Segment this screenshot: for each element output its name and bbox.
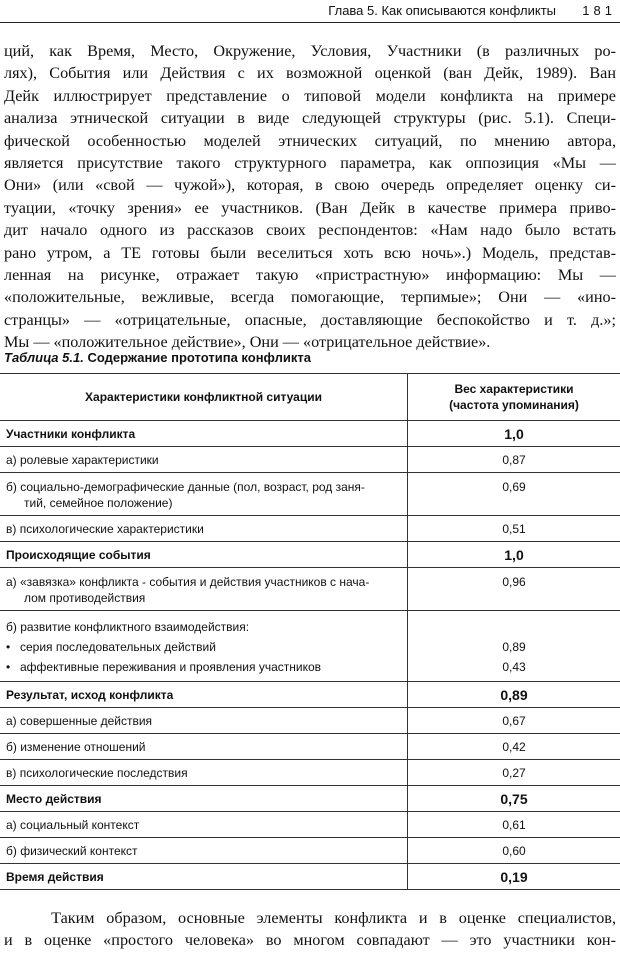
row-value: 0,60 <box>408 838 620 864</box>
text-line: лях), События или Действия с их возможной оценкой (ван Дейк, 1989). Ван <box>4 64 616 83</box>
text-line: рано утром, а ТЕ готовы были веселиться хоть всю ночь».) Модель, представ- <box>4 243 616 262</box>
row-label-line: а) «завязка» конфликта - события и действия участников с нача- <box>6 575 370 589</box>
chapter-title: Глава 5. Как описываются конфликты <box>328 3 556 18</box>
section-title: Происходящие события <box>0 542 408 568</box>
table-row <box>0 568 620 611</box>
row-label-line: тий, семейное положение) <box>24 496 173 510</box>
text-line: дит начало одного из рассказов своих респондентов: «Нам надо было встать <box>4 221 616 240</box>
text-line: странцы» — «отрицательные, опасные, доставляющие беспокойство и т. д.»; <box>4 310 616 329</box>
section-weight: 0,75 <box>408 786 620 812</box>
row-label <box>0 611 408 682</box>
table-header-row <box>0 374 620 421</box>
text-line: ций, как Время, Место, Окружение, Условия, Участники (в различных ро- <box>4 42 616 60</box>
table-section-row <box>0 864 620 890</box>
bullet-text: серия последовательных действий <box>20 640 216 654</box>
section-weight: 0,19 <box>408 864 620 890</box>
column-header-weight-line1: Вес характеристики <box>454 382 574 396</box>
row-value: 0,89 <box>502 640 526 654</box>
bullet-item <box>6 657 401 677</box>
conflict-prototype-table <box>0 373 620 890</box>
text-line: «положительные, вежливые, всегда помогающие, терпимые»; Они — «ино- <box>4 288 616 307</box>
row-value: 0,69 <box>408 473 620 516</box>
bullet-text: аффективные переживания и проявления участников <box>20 660 322 674</box>
bullet-icon: • <box>6 660 11 674</box>
table-section-row <box>0 786 620 812</box>
table-row <box>0 708 620 734</box>
text-line: анализа этнической ситуации в виде следующей структуры (рис. 5.1). Специ- <box>4 109 616 128</box>
section-title: Время действия <box>0 864 408 890</box>
row-value: 0,67 <box>408 708 620 734</box>
text-line: туации, «точку зрения» ее участников. (Ван Дейк в качестве примера приво- <box>4 198 616 217</box>
row-label <box>0 568 408 611</box>
spacer <box>414 617 614 637</box>
section-weight: 1,0 <box>408 421 620 447</box>
row-label: а) социальный контекст <box>0 812 408 838</box>
table-row <box>0 760 620 786</box>
body-paragraph-2 <box>4 907 616 952</box>
table-row <box>0 838 620 864</box>
page-number: 181 <box>582 3 616 18</box>
row-label: в) психологические последствия <box>0 760 408 786</box>
bullet-icon: • <box>6 640 11 654</box>
row-label: б) физический контекст <box>0 838 408 864</box>
text-line: является присутствие такого структурного параметра, как оппозиция «Мы — <box>4 153 616 172</box>
row-value: 0,27 <box>408 760 620 786</box>
section-title: Место действия <box>0 786 408 812</box>
row-value: 0,96 <box>408 568 620 611</box>
row-value: 0,51 <box>408 516 620 542</box>
row-label-line: б) развитие конфликтного взаимодействия: <box>6 620 250 634</box>
row-value-group <box>408 611 620 682</box>
text-line: фической особенностью моделей этнических ситуаций, по мнению автора, <box>4 131 616 150</box>
table-caption-title: Содержание прототипа конфликта <box>83 350 311 365</box>
row-value: 0,61 <box>408 812 620 838</box>
row-value: 0,87 <box>408 447 620 473</box>
body-paragraph-1 <box>4 40 616 353</box>
table-caption-label: Таблица 5.1. <box>4 350 84 365</box>
text-line: Они» (или «свой — чужой»), которая, в свою очередь определяет оценку си- <box>4 176 616 195</box>
table-caption <box>4 350 311 365</box>
text-line: ленная на рисунке, отражает такую «пристрастную» информацию: Мы — <box>4 265 616 284</box>
text-line: Таким образом, основные элементы конфликта и в оценке специалистов, <box>4 909 616 927</box>
row-value: 0,42 <box>408 734 620 760</box>
table-row <box>0 812 620 838</box>
table-section-row <box>0 421 620 447</box>
table-row <box>0 734 620 760</box>
table-row <box>0 473 620 516</box>
row-label: в) психологические характеристики <box>0 516 408 542</box>
table-row <box>0 611 620 682</box>
row-label-line: лом противодействия <box>24 591 146 605</box>
column-header-weight <box>408 374 620 421</box>
table-section-row <box>0 542 620 568</box>
section-weight: 1,0 <box>408 542 620 568</box>
table-row <box>0 447 620 473</box>
bullet-item <box>6 637 401 657</box>
section-weight: 0,89 <box>408 682 620 708</box>
text-line: и в оценке «простого человека» во многом совпадают — это участники кон- <box>4 931 616 950</box>
table-section-row <box>0 682 620 708</box>
row-label: б) изменение отношений <box>0 734 408 760</box>
row-label <box>0 473 408 516</box>
row-label: а) ролевые характеристики <box>0 447 408 473</box>
text-line: Дейк иллюстрирует представление о типовой модели конфликта на примере <box>4 86 616 105</box>
column-header-weight-line2: (частота упоминания) <box>449 398 579 412</box>
section-title: Участники конфликта <box>0 421 408 447</box>
row-value: 0,43 <box>502 660 526 674</box>
column-header-characteristics: Характеристики конфликтной ситуации <box>0 374 408 421</box>
row-label-line: б) социально-демографические данные (пол, возраст, род заня- <box>6 480 365 494</box>
text-line: Мы — «положительное действие», Они — «отрицательное действие». <box>4 333 491 352</box>
running-header <box>0 0 620 23</box>
row-label: а) совершенные действия <box>0 708 408 734</box>
table-row <box>0 516 620 542</box>
section-title: Результат, исход конфликта <box>0 682 408 708</box>
